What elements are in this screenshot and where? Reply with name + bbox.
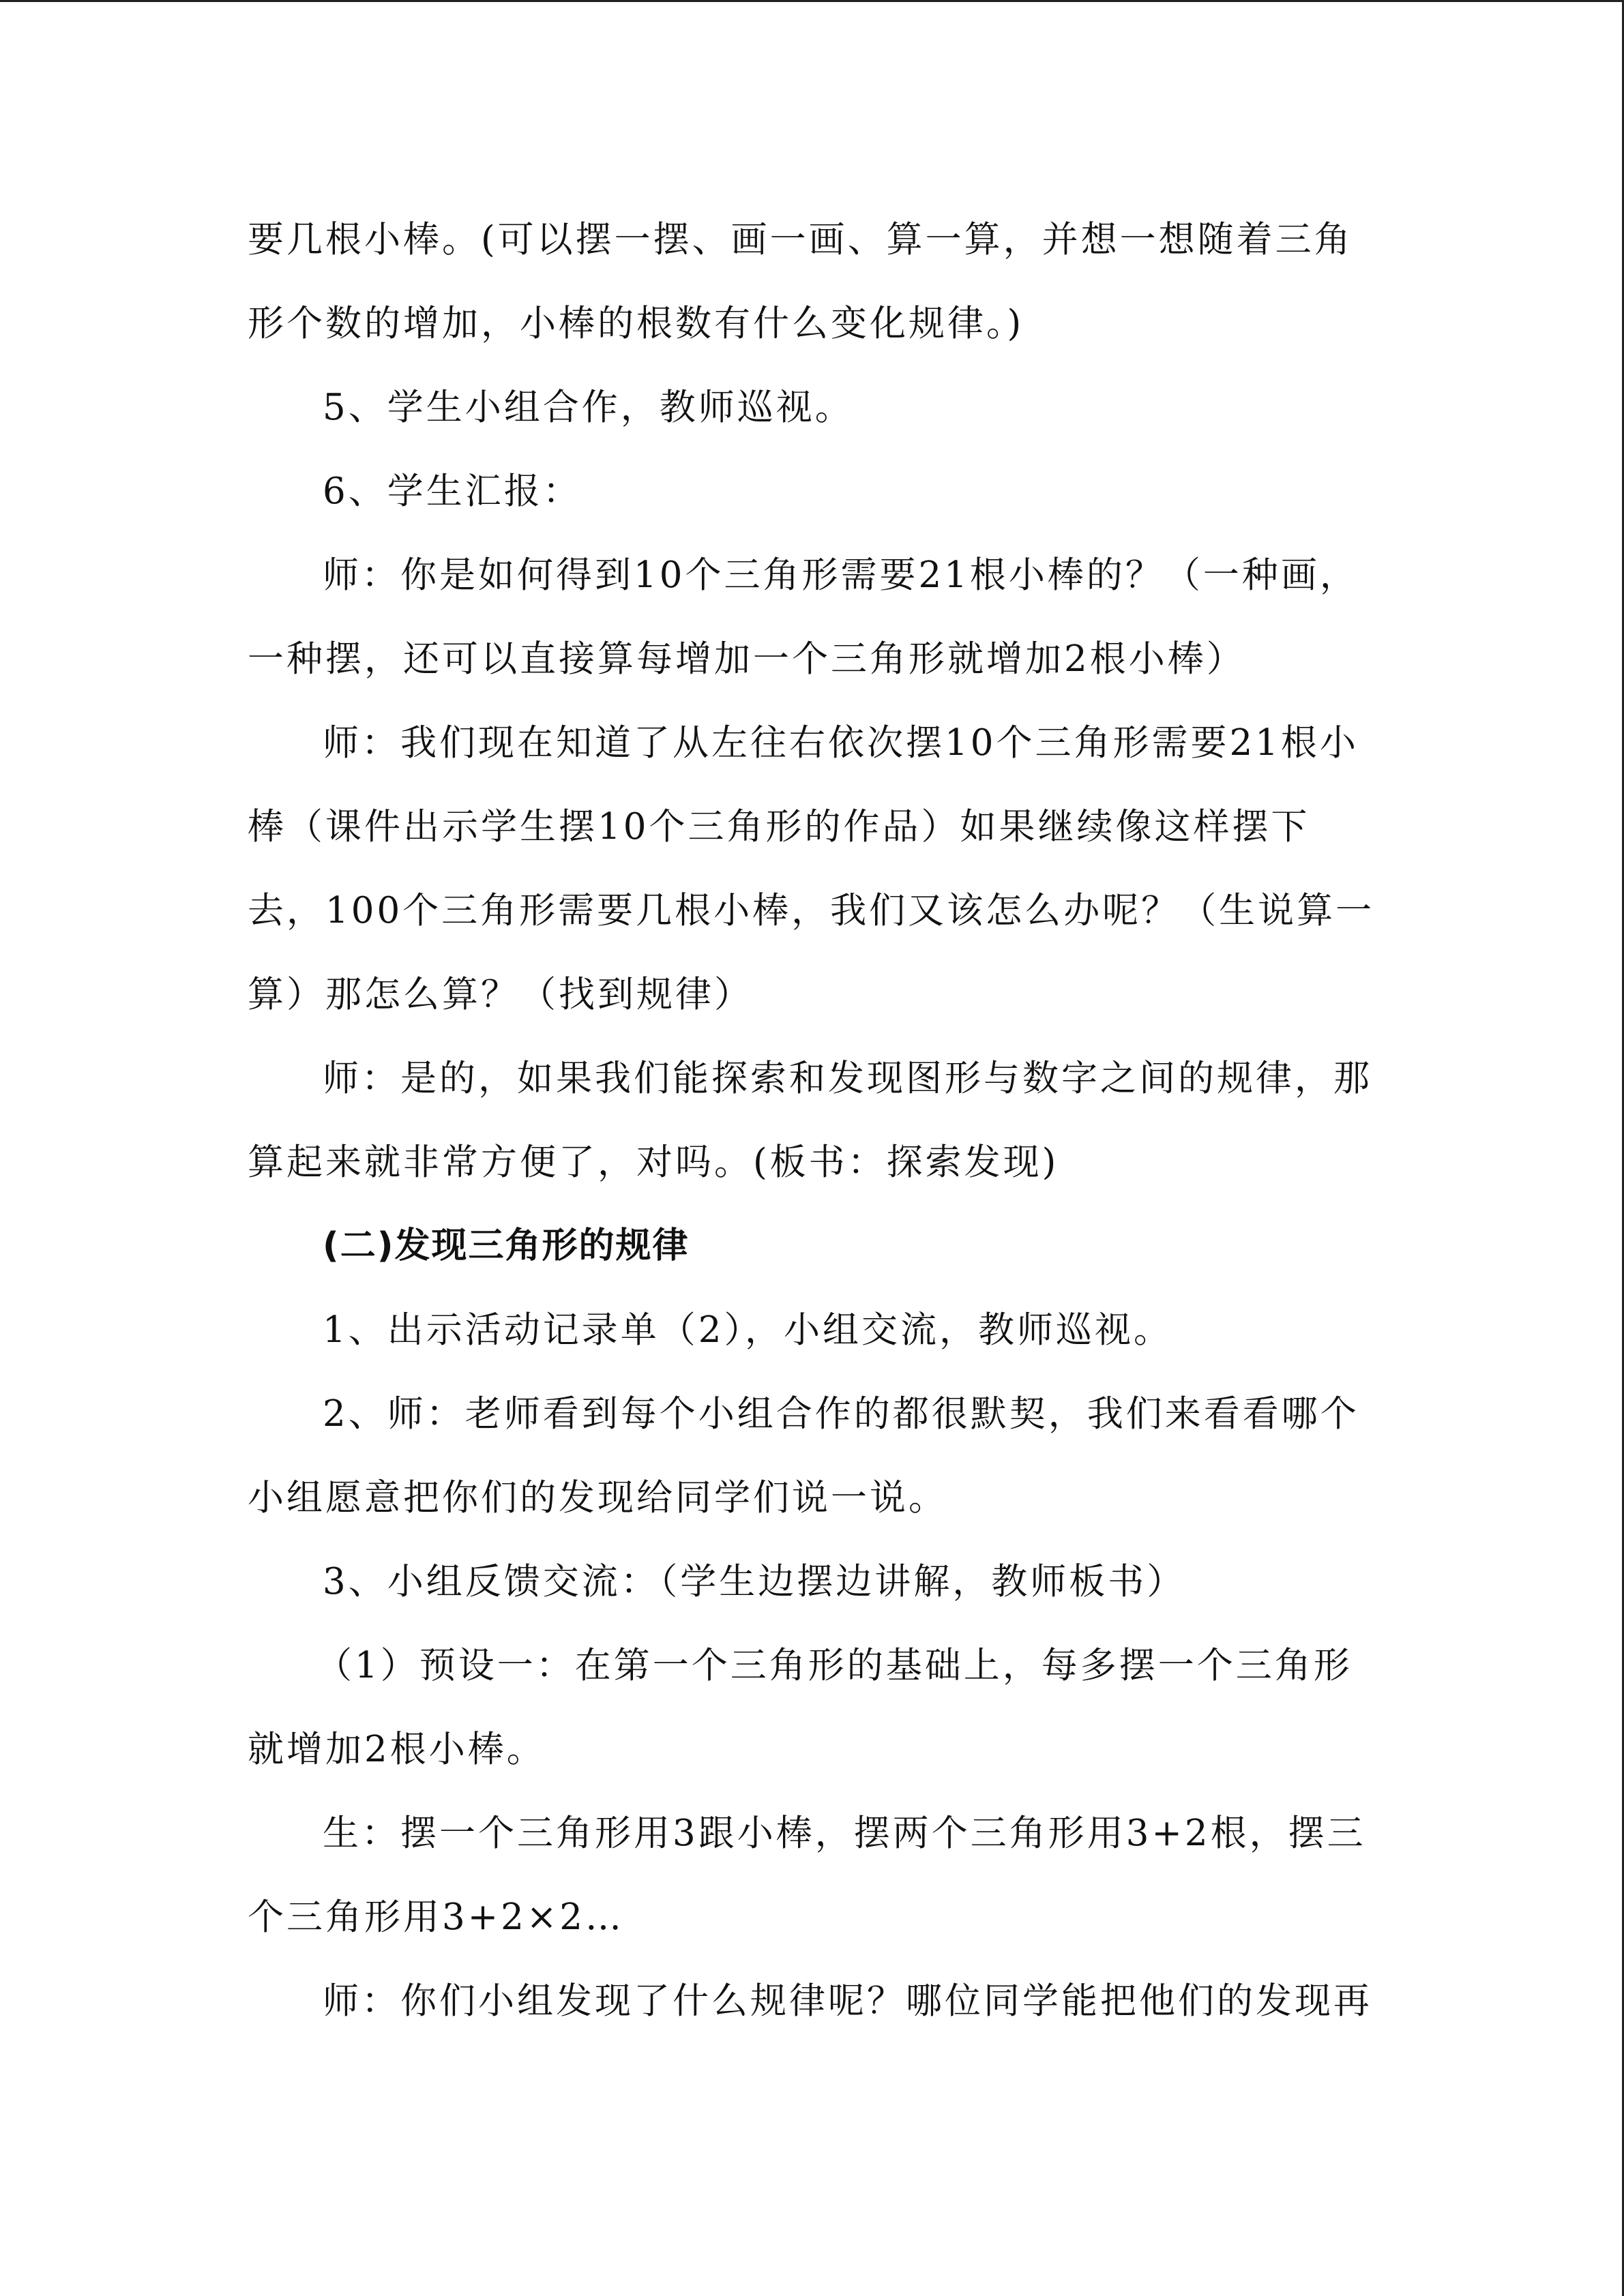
paragraph-step-5: 5、学生小组合作，教师巡视。 [323,387,854,428]
paragraph-teacher-summary: 师：是的，如果我们能探索和发现图形与数字之间的规律，那算起来就非常方便了，对吗。(板书：探索发现) [248,1058,1372,1183]
paragraph-continuation: 要几根小棒。(可以摆一摆、画一画、算一算，并想一想随着三角形个数的增加，小棒的根数有什么变化规律。) [248,219,1353,344]
document-page [248,198,1380,2043]
paragraph-step-1: 1、出示活动记录单（2），小组交流，教师巡视。 [323,1309,1172,1351]
paragraph-preset-1: （1）预设一：在第一个三角形的基础上，每多摆一个三角形就增加2根小棒。 [248,1645,1353,1770]
paragraph-step-6: 6、学生汇报： [323,471,582,512]
paragraph-step-2: 2、师：老师看到每个小组合作的都很默契，我们来看看哪个小组愿意把你们的发现给同学们说一说。 [248,1393,1359,1519]
paragraph-step-3: 3、小组反馈交流：（学生边摆边讲解，教师板书） [323,1561,1186,1602]
paragraph-teacher-question: 师：你是如何得到10个三角形需要21根小棒的？（一种画，一种摆，还可以直接算每增加一个三角形就增加2根小棒） [248,554,1359,680]
section-heading: (二)发现三角形的规律 [323,1225,690,1266]
paragraph-student-answer: 生：摆一个三角形用3跟小棒，摆两个三角形用3+2根，摆三个三角形用3+2×2… [248,1813,1366,1938]
paragraph-teacher-followup: 师：你们小组发现了什么规律呢？哪位同学能把他们的发现再 [323,1980,1372,2022]
page-top-border [0,0,1624,2]
paragraph-teacher-100-triangles: 师：我们现在知道了从左往右依次摆10个三角形需要21根小棒（课件出示学生摆10个三角形的作品）如果继续像这样摆下去，100个三角形需要几根小棒，我们又该怎么办呢？（生说算一算）那怎么算？（找到规律） [248,722,1375,1015]
